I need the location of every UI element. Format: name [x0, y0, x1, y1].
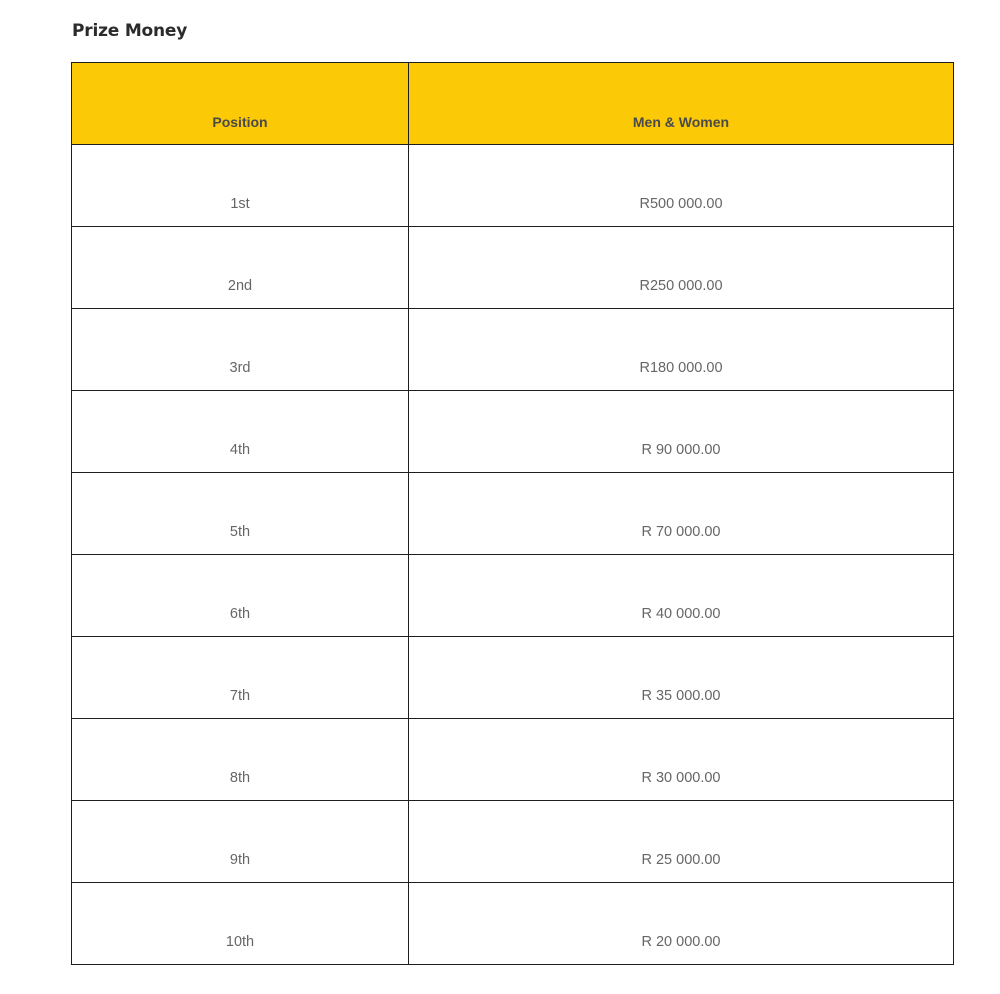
page-title: Prize Money [72, 21, 188, 41]
table-header-row [72, 63, 954, 145]
column-header-position: Position [72, 63, 409, 145]
table-row [72, 883, 954, 965]
amount-cell: R 70 000.00 [409, 473, 954, 555]
amount-cell: R250 000.00 [409, 227, 954, 309]
table-row [72, 637, 954, 719]
table-row [72, 145, 954, 227]
table-row [72, 227, 954, 309]
table-body [72, 145, 954, 965]
table-row [72, 555, 954, 637]
table-row [72, 473, 954, 555]
table-header [72, 63, 954, 145]
position-cell: 8th [72, 719, 409, 801]
position-cell: 1st [72, 145, 409, 227]
prize-money-table [71, 62, 954, 965]
amount-cell: R 40 000.00 [409, 555, 954, 637]
position-cell: 5th [72, 473, 409, 555]
amount-cell: R 25 000.00 [409, 801, 954, 883]
position-cell: 6th [72, 555, 409, 637]
table-row [72, 719, 954, 801]
position-cell: 7th [72, 637, 409, 719]
amount-cell: R 35 000.00 [409, 637, 954, 719]
table-row [72, 801, 954, 883]
position-cell: 10th [72, 883, 409, 965]
position-cell: 9th [72, 801, 409, 883]
amount-cell: R500 000.00 [409, 145, 954, 227]
amount-cell: R 30 000.00 [409, 719, 954, 801]
position-cell: 2nd [72, 227, 409, 309]
amount-cell: R 20 000.00 [409, 883, 954, 965]
position-cell: 3rd [72, 309, 409, 391]
column-header-men-women: Men & Women [409, 63, 954, 145]
amount-cell: R 90 000.00 [409, 391, 954, 473]
table-row [72, 391, 954, 473]
position-cell: 4th [72, 391, 409, 473]
amount-cell: R180 000.00 [409, 309, 954, 391]
table-row [72, 309, 954, 391]
